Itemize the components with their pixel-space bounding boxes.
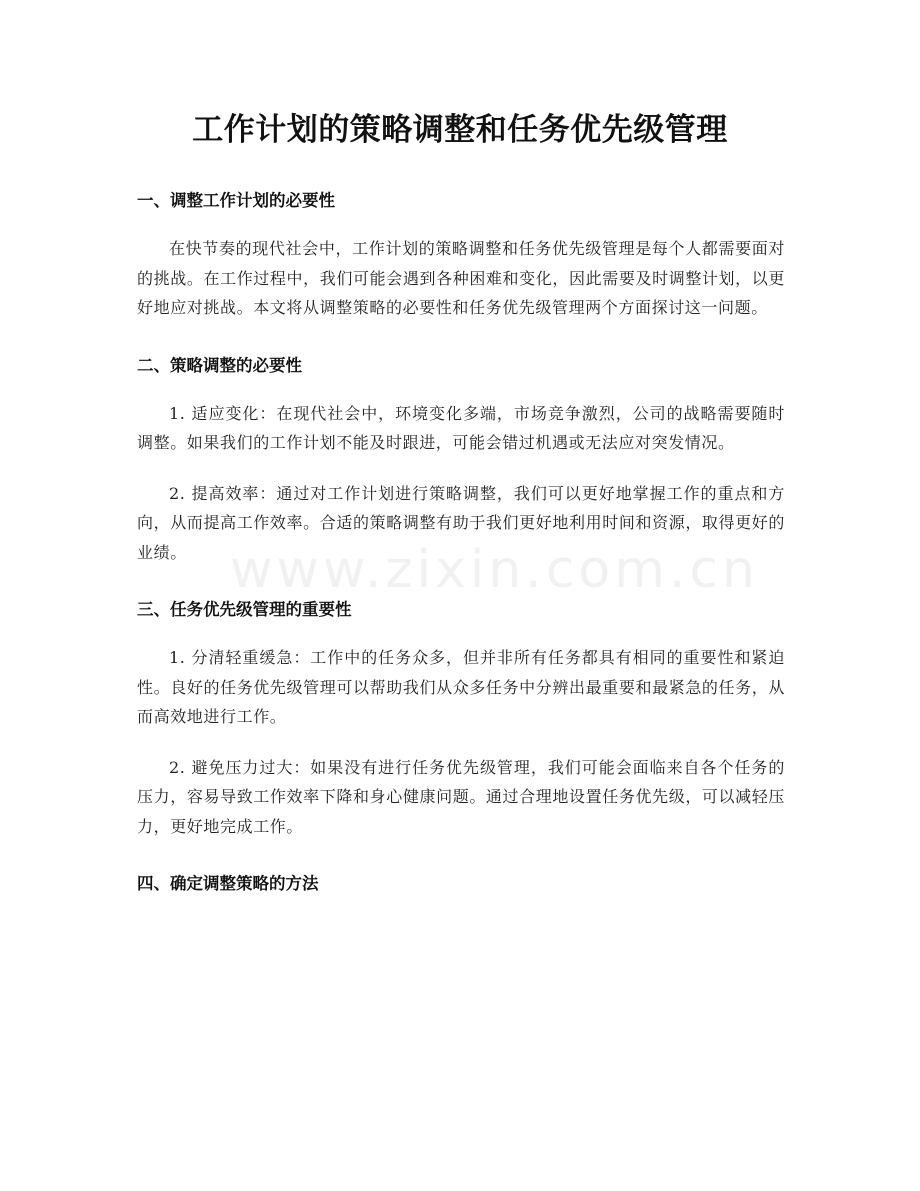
section-heading: 四、确定调整策略的方法	[137, 874, 319, 893]
paragraph: 在快节奏的现代社会中，工作计划的策略调整和任务优先级管理是每个人都需要面对的挑战。在工作过程中，我们可能会遇到各种困难和变化，因此需要及时调整计划，以更好地应对挑战。本文将从调整策略的必要性和任务优先级管理两个方面探讨这一问题。	[137, 239, 785, 317]
section-heading: 二、策略调整的必要性	[137, 355, 302, 375]
paragraph: 2. 提高效率：通过对工作计划进行策略调整，我们可以更好地掌握工作的重点和方向，从而提高工作效率。合适的策略调整有助于我们更好地利用时间和资源，取得更好的业绩。	[137, 483, 785, 562]
paragraph: 1. 适应变化：在现代社会中，环境变化多端，市场竞争激烈，公司的战略需要随时调整。如果我们的工作计划不能及时跟进，可能会错过机遇或无法应对突发情况。	[137, 403, 785, 452]
document-body	[137, 186, 785, 899]
section-heading: 三、任务优先级管理的重要性	[137, 600, 352, 619]
watermark: www.zixin.com.cn	[230, 540, 759, 600]
document-title: 工作计划的策略调整和任务优先级管理	[192, 112, 728, 148]
paragraph: 2. 避免压力过大：如果没有进行任务优先级管理，我们可能会面临来自各个任务的压力，容易导致工作效率下降和身心健康问题。通过合理地设置任务优先级，可以减轻压力，更好地完成工作。	[137, 757, 785, 836]
paragraph: 1. 分清轻重缓急：工作中的任务众多，但并非所有任务都具有相同的重要性和紧迫性。良好的任务优先级管理可以帮助我们从众多任务中分辨出最重要和最紧急的任务，从而高效地进行工作。	[137, 648, 785, 726]
section-heading: 一、调整工作计划的必要性	[137, 191, 335, 210]
